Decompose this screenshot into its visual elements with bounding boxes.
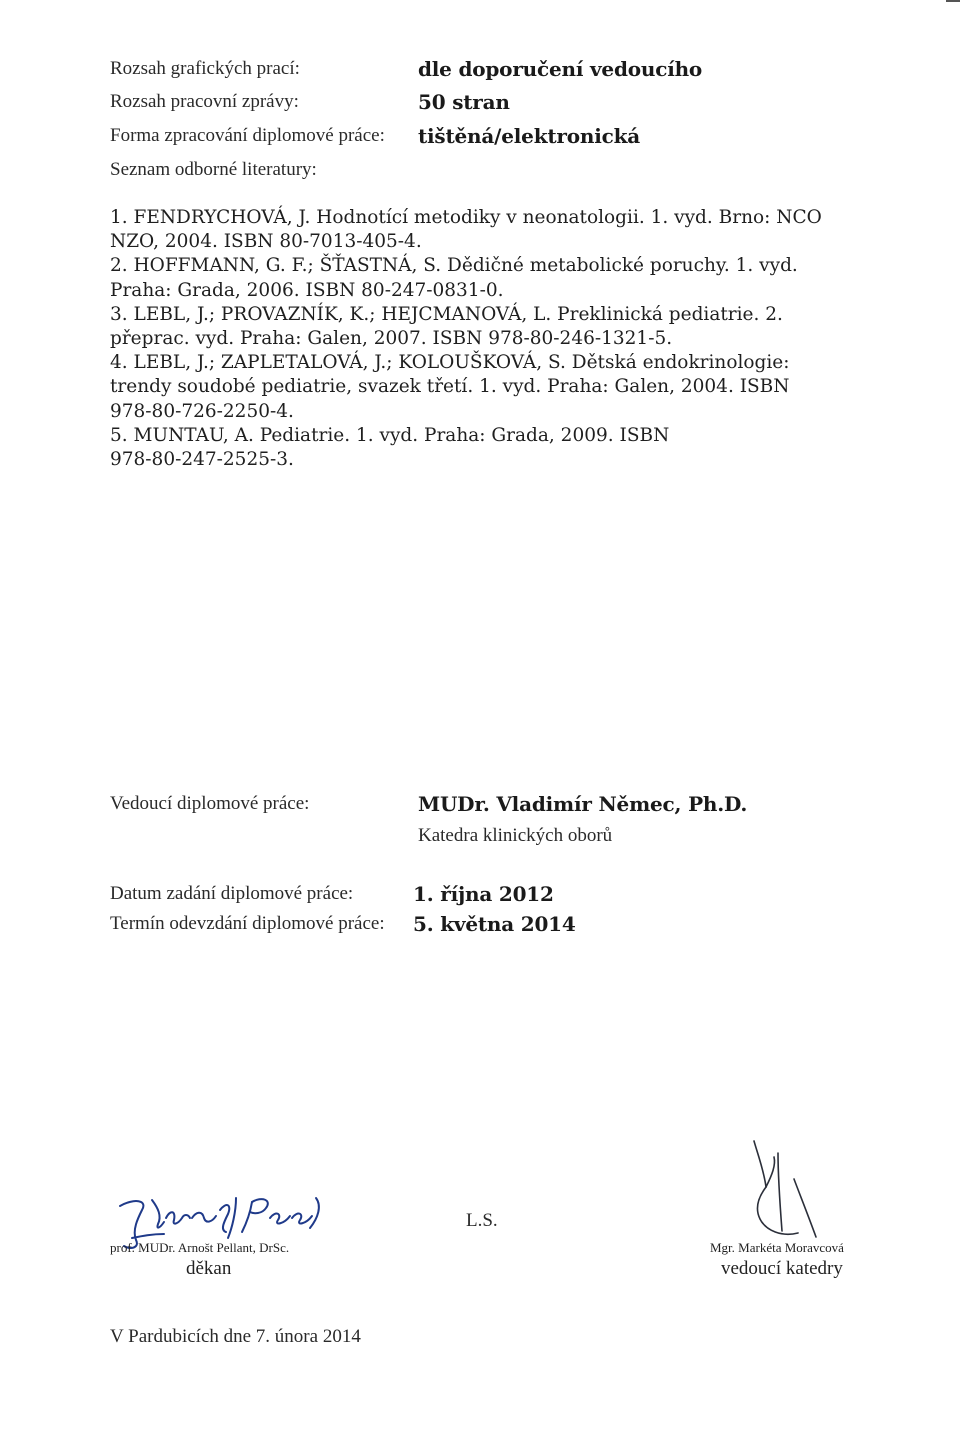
assigned-date-value: 1. října 2012 (413, 882, 554, 906)
department-head-signature (742, 1135, 832, 1247)
dean-name: prof. MUDr. Arnošt Pellant, DrSc. (110, 1240, 290, 1255)
department-head-name: Mgr. Markéta Moravcová (710, 1240, 844, 1255)
due-date-label: Termín odevzdání diplomové práce: (110, 913, 385, 934)
due-date-value: 5. května 2014 (413, 912, 576, 936)
thesis-form-label: Forma zpracování diplomové práce: (110, 125, 385, 146)
supervisor-name: MUDr. Vladimír Němec, Ph.D. (418, 792, 748, 816)
bibliography-line: Praha: Grada, 2006. ISBN 80-247-0831-0. (110, 279, 504, 301)
bibliography-line: 2. HOFFMANN, G. F.; ŠŤASTNÁ, S. Dědičné metabolické poruchy. 1. vyd. (110, 255, 798, 277)
report-scope-value: 50 stran (418, 90, 510, 114)
graphics-scope-value: dle doporučení vedoucího (418, 57, 703, 81)
bibliography-line: NZO, 2004. ISBN 80-7013-405-4. (110, 231, 422, 253)
bibliography-line: 3. LEBL, J.; PROVAZNÍK, K.; HEJCMANOVÁ, L. Preklinická pediatrie. 2. (110, 303, 783, 325)
supervisor-department: Katedra klinických oborů (418, 825, 613, 846)
bibliography-line: trendy soudobé pediatrie, svazek třetí. 1. vyd. Praha: Galen, 2004. ISBN (110, 376, 790, 398)
thesis-form-value: tištěná/elektronická (418, 124, 641, 148)
graphics-scope-label: Rozsah grafických prací: (110, 58, 300, 79)
bibliography-line: 4. LEBL, J.; ZAPLETALOVÁ, J.; KOLOUŠKOVÁ, S. Dětská endokrinologie: (110, 352, 790, 374)
literature-label: Seznam odborné literatury: (110, 159, 317, 180)
bibliography-line: 5. MUNTAU, A. Pediatrie. 1. vyd. Praha: Grada, 2009. ISBN (110, 424, 670, 446)
bibliography-line: 1. FENDRYCHOVÁ, J. Hodnotící metodiky v neonatologii. 1. vyd. Brno: NCO (110, 207, 822, 228)
dean-role: děkan (186, 1258, 232, 1279)
report-scope-label: Rozsah pracovní zprávy: (110, 91, 299, 112)
bibliography-line: 978-80-247-2525-3. (110, 449, 294, 471)
supervisor-label: Vedoucí diplomové práce: (110, 793, 310, 814)
assigned-date-label: Datum zadání diplomové práce: (110, 883, 354, 904)
edge-mark (946, 0, 960, 2)
bibliography-line: přeprac. vyd. Praha: Galen, 2007. ISBN 978-80-246-1321-5. (110, 328, 673, 350)
department-head-role: vedoucí katedry (721, 1258, 843, 1279)
place-date: V Pardubicích dne 7. února 2014 (110, 1326, 361, 1347)
bibliography-list (110, 206, 870, 472)
seal-mark: L.S. (466, 1210, 498, 1231)
bibliography-line: 978-80-726-2250-4. (110, 400, 294, 422)
